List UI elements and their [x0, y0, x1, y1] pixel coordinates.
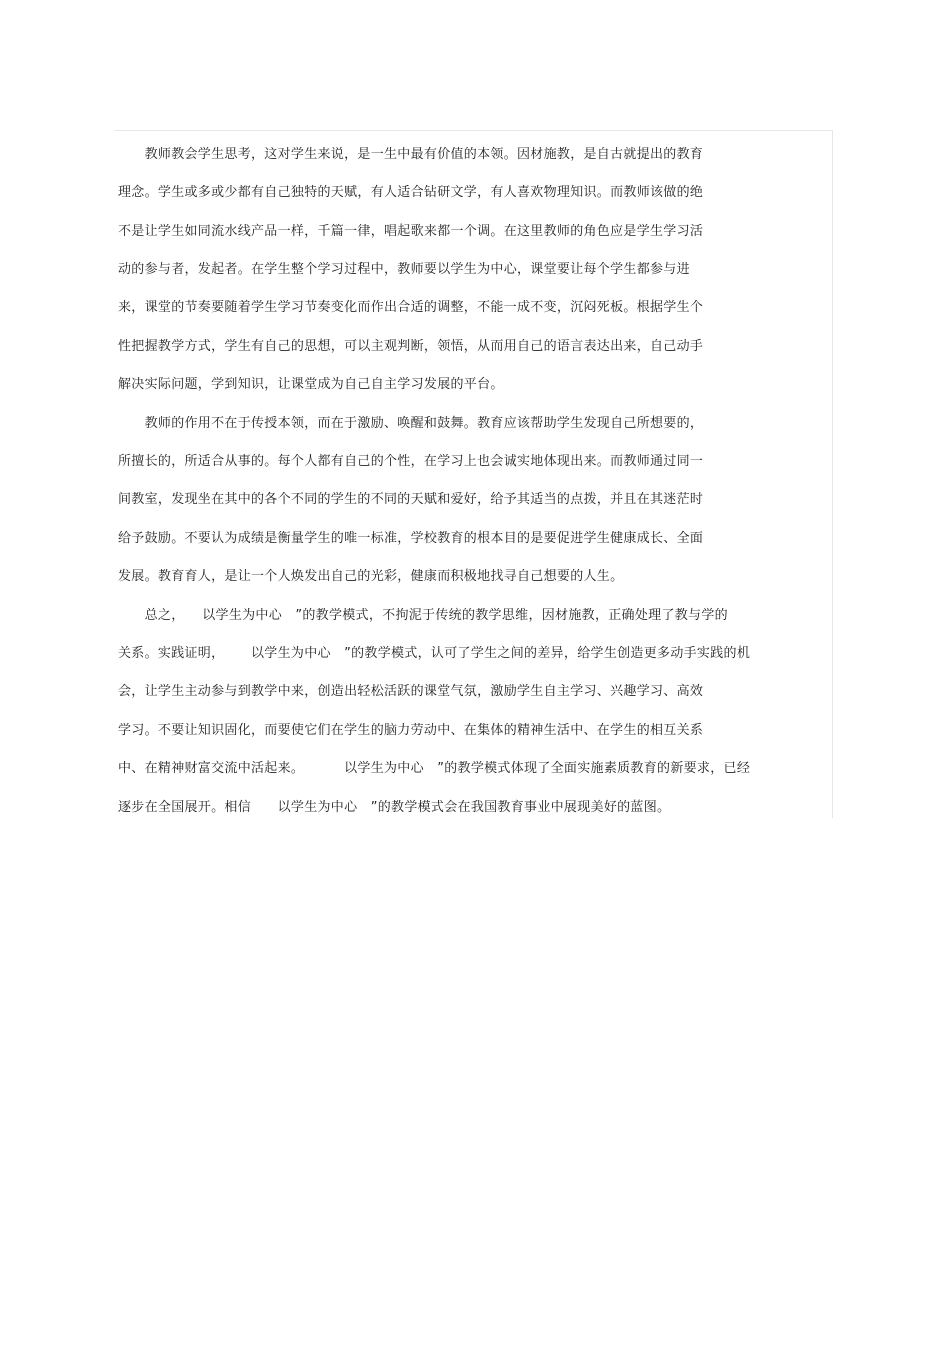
paragraph-1-line-3: 不是让学生如同流水线产品一样，千篇一律，唱起歌来都一个调。在这里教师的角色应是学生学习活	[118, 224, 704, 239]
paragraph-1-line-6: 性把握教学方式，学生有自己的思想，可以主观判断，领悟，从而用自己的语言表达出来，自己动手	[118, 339, 704, 354]
paragraph-2-line-2: 所擅长的，所适合从事的。每个人都有自己的个性，在学习上也会诚实地体现出来。而教师通过同一	[118, 454, 704, 469]
paragraph-1-line-5: 来，课堂的节奏要随着学生学习节奏变化而作出合适的调整，不能一成不变，沉闷死板。根据学生个	[118, 300, 704, 315]
paragraph-3-line-3: 会，让学生主动参与到教学中来，创造出轻松活跃的课堂气氛，激励学生自主学习、兴趣学习、高效	[118, 684, 704, 699]
paragraph-3-line-5: 中、在精神财富交流中活起来。 以学生为中心 ”的教学模式体现了全面实施素质教育的新要求，已经	[118, 761, 751, 776]
paragraph-1-line-4: 动的参与者，发起者。在学生整个学习过程中，教师要以学生为中心，课堂要让每个学生都参与进	[118, 262, 690, 277]
paragraph-1-line-7: 解决实际问题，学到知识，让课堂成为自己自主学习发展的平台。	[118, 377, 504, 392]
paragraph-1-line-2: 理念。学生或多或少都有自己独特的天赋，有人适合钻研文学，有人喜欢物理知识。而教师该做的绝	[118, 185, 704, 200]
paragraph-2-line-3: 间教室，发现坐在其中的各个不同的学生的不同的天赋和爱好，给予其适当的点拨，并且在其迷茫时	[118, 492, 704, 507]
paragraph-3-line-1: 总之， 以学生为中心 ”的教学模式，不拘泥于传统的教学思维，因材施教，正确处理了教与学的	[118, 608, 728, 623]
paragraph-2-line-1: 教师的作用不在于传授本领，而在于激励、唤醒和鼓舞。教育应该帮助学生发现自己所想要的，	[118, 416, 704, 431]
paragraph-2-line-4: 给予鼓励。不要认为成绩是衡量学生的唯一标准，学校教育的根本目的是要促进学生健康成长、全面	[118, 531, 704, 546]
paragraph-3-line-4: 学习。不要让知识固化，而要使它们在学生的脑力劳动中、在集体的精神生活中、在学生的相互关系	[118, 723, 704, 738]
paragraph-3-line-6: 逐步在全国展开。相信 以学生为中心 ”的教学模式会在我国教育事业中展现美好的蓝图。	[118, 800, 671, 815]
paragraph-1-line-1: 教师教会学生思考，这对学生来说，是一生中最有价值的本领。因材施教，是自古就提出的教育	[118, 147, 704, 162]
paragraph-3-line-2: 关系。实践证明， 以学生为中心 ”的教学模式，认可了学生之间的差异，给学生创造更多动手实践的机	[118, 646, 751, 661]
paragraph-2-line-5: 发展。教育育人，是让一个人焕发出自己的光彩，健康而积极地找寻自己想要的人生。	[118, 569, 624, 584]
